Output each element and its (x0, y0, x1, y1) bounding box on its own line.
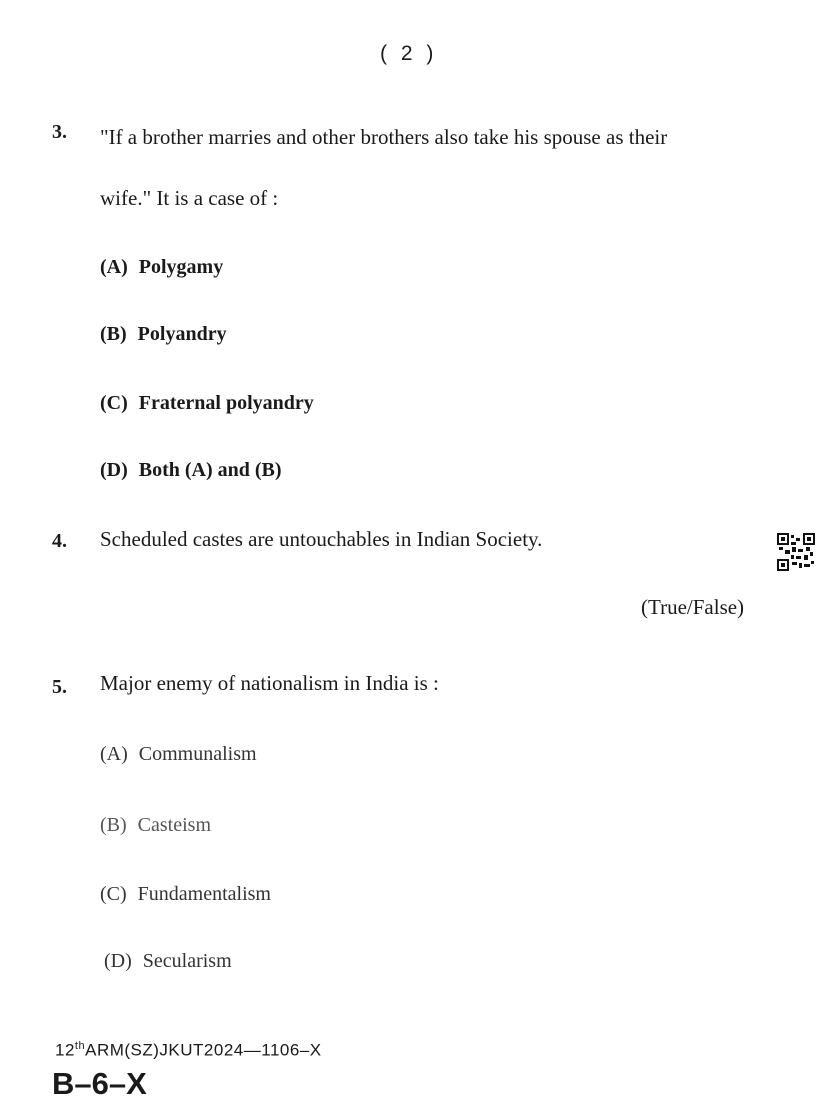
question-number: 5. (52, 676, 67, 698)
qr-code-icon (777, 533, 815, 571)
question-number: 3. (52, 121, 67, 143)
option-label: (B) (100, 814, 127, 836)
answer-hint: (True/False) (641, 595, 745, 619)
paper-code (55, 1040, 322, 1061)
option-text: Fraternal polyandry (138, 392, 314, 414)
option-label: (D) (100, 459, 128, 481)
option-label: (A) (100, 743, 128, 765)
option-text: Casteism (137, 814, 212, 836)
set-code: B–6–X (52, 1066, 147, 1101)
option-a (100, 743, 257, 766)
option-c (100, 392, 314, 415)
option-label: (C) (100, 392, 128, 414)
option-d (104, 950, 232, 973)
option-label: (C) (100, 883, 127, 905)
option-label: (B) (100, 323, 127, 345)
option-d (100, 459, 282, 482)
option-c (100, 883, 271, 906)
question-text: Major enemy of nationalism in India is : (100, 671, 439, 695)
option-text: Secularism (142, 950, 232, 972)
page-number: ( 2 ) (380, 42, 438, 65)
question-text: Scheduled castes are untouchables in Indian Society. (100, 527, 543, 551)
paper-code-suffix: th (74, 1040, 86, 1052)
option-label: (D) (104, 950, 132, 972)
option-label: (A) (100, 256, 128, 278)
option-text: Polyandry (137, 323, 227, 345)
option-text: Polygamy (138, 256, 224, 278)
option-text: Both (A) and (B) (138, 459, 282, 481)
option-text: Fundamentalism (137, 883, 271, 905)
option-b (100, 323, 227, 346)
question-text-line2: wife." It is a case of : (100, 186, 279, 210)
question-number: 4. (52, 530, 67, 552)
paper-code-rest: ARM(SZ)JKUT2024—1106–X (85, 1040, 322, 1060)
paper-code-prefix: 12 (55, 1040, 75, 1060)
option-text: Communalism (138, 743, 257, 765)
option-b (100, 814, 211, 837)
question-text-line1: "If a brother marries and other brothers also take his spouse as their (100, 125, 668, 149)
option-a (100, 256, 223, 279)
